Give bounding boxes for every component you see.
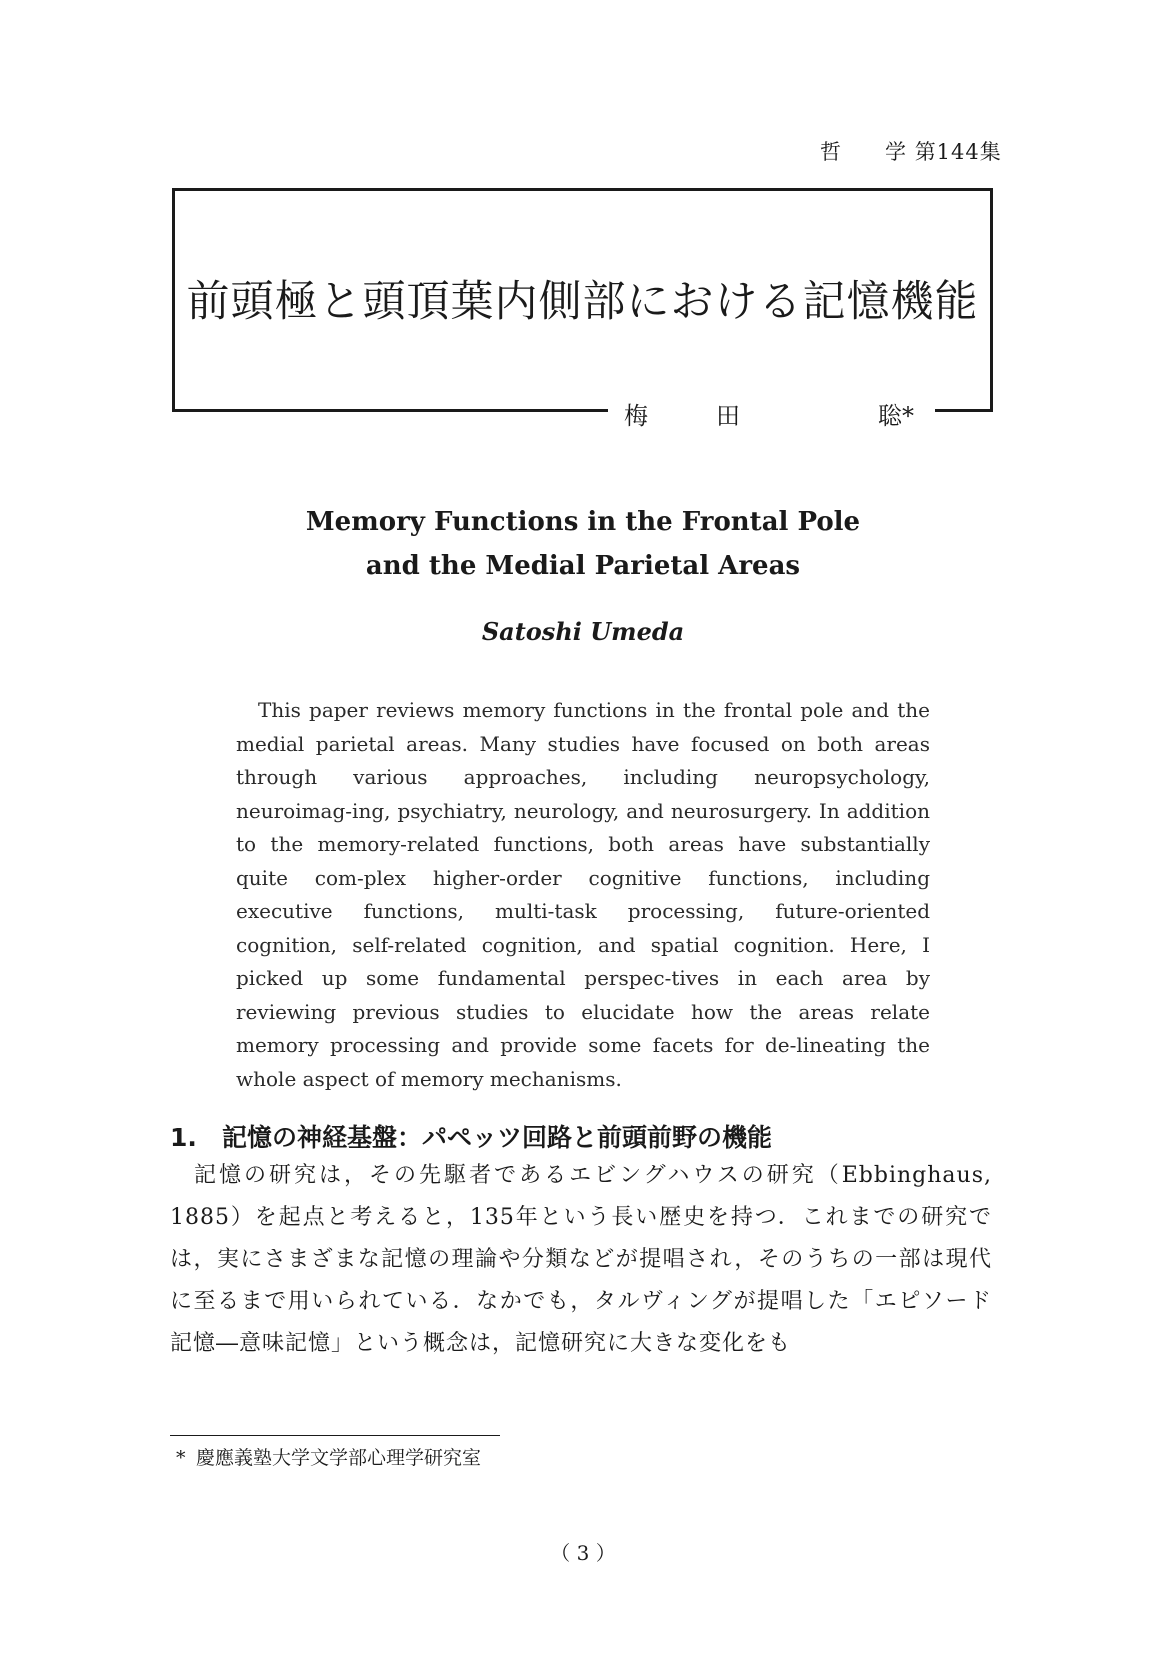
section-number: 1.: [170, 1123, 197, 1152]
english-title: [0, 500, 1166, 588]
journal-volume: 第144集: [914, 140, 1002, 164]
journal-name-part-2: 学: [885, 140, 907, 164]
frame-rule-left: [172, 409, 608, 412]
author-given-name: 聡*: [878, 402, 914, 430]
journal-header: [820, 136, 1050, 166]
author-name-part-2: 田: [716, 402, 740, 430]
english-author: Satoshi Umeda: [481, 617, 685, 646]
footnote: [176, 1443, 481, 1470]
english-title-line-1: Memory Functions in the Frontal Pole: [305, 507, 861, 537]
english-title-line-2: and the Medial Parietal Areas: [365, 551, 801, 581]
title-frame: [172, 188, 993, 410]
footnote-divider: [170, 1435, 500, 1436]
section-title: 記憶の神経基盤：パペッツ回路と前頭前野の機能: [222, 1123, 773, 1152]
body-paragraph: 記憶の研究は，その先駆者であるエビングハウスの研究（Ebbinghaus, 1885）を起点と考えると，135年という長い歴史を持つ．これまでの研究では，実にさまざまな記憶の理論や分類などが提唱され，そのうちの一部は現代に至るまで用いられている．なかでも，タルヴィングが提唱した「エピソード記憶―意味記憶」という概念は，記憶研究に大きな変化をも: [170, 1163, 992, 1356]
abstract: This paper reviews memory functions in the frontal pole and the medial parietal areas. Many studies have focused on both areas through various approaches, including neuropsychology, neuroimag-ing, psychiatry, neurology, and neurosurgery. In addition to the memory-related functions, both areas have substantially quite com-plex higher-order cognitive functions, including executive functions, multi-task processing, future-oriented cognition, self-related cognition, and spatial cognition. Here, I picked up some fundamental perspec-tives in each area by reviewing previous studies to elucidate how the areas relate memory processing and provide some facets for de-lineating the whole aspect of memory mechanisms.: [236, 698, 930, 1091]
author-name-part-1: 梅: [624, 402, 648, 430]
japanese-title: 前頭極と頭頂葉内側部における記憶機能: [186, 277, 979, 327]
section-heading: [170, 1118, 990, 1154]
page-number: （ 3 ）: [550, 1541, 616, 1565]
footnote-text: 慶應義塾大学文学部心理学研究室: [196, 1447, 482, 1469]
journal-name-part-1: 哲: [820, 140, 885, 164]
japanese-author: [624, 396, 944, 431]
footnote-mark: *: [176, 1447, 186, 1469]
